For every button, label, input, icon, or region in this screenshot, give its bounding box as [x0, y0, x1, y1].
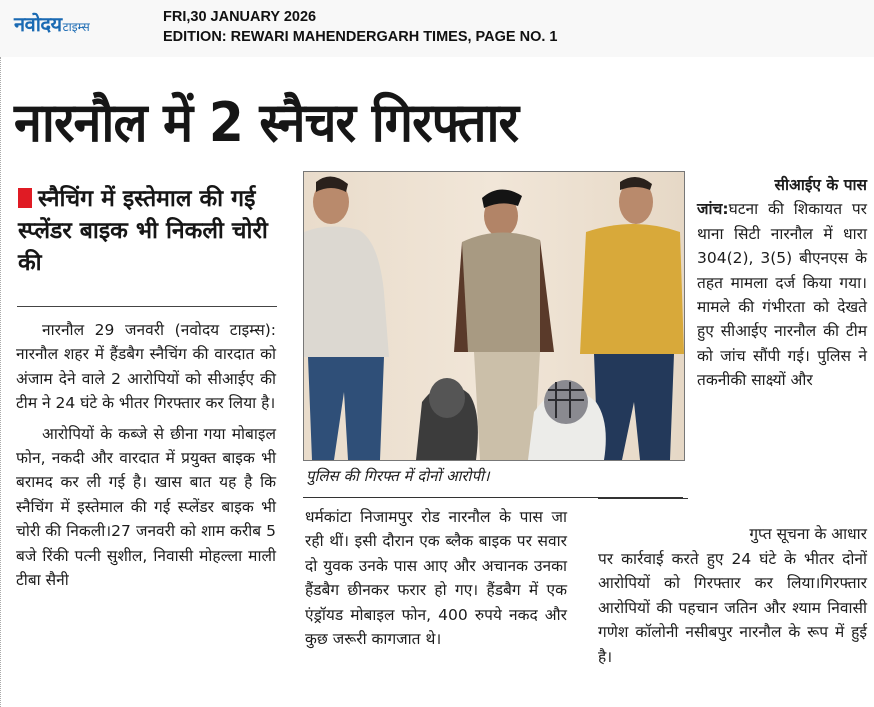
red-square-bullet-icon [18, 188, 32, 208]
paragraph-text: घटना की शिकायत पर थाना सिटी नारनौल में धारा 304(2), 3(5) बीएनएस के तहत मामला दर्ज किया गया। मामले की गंभीरता को देखते हुए सीआईए नारनौल की टीम को जांच सौंपी गई। पुलिस ने तकनीकी साक्ष्यों और [697, 200, 867, 390]
article-column-3-bottom [598, 547, 867, 669]
clipping-cut-edge [0, 57, 3, 707]
divider [17, 306, 277, 307]
article-headline: नारनौल में 2 स्नैचर गिरफ्तार [14, 91, 519, 154]
paragraph: धर्मकांटा निजामपुर रोड नारनौल के पास जा रही थीं। इसी दौरान एक ब्लैक बाइक पर सवार दो युवक उनके पास आए और अचानक उनका हैंडबैग छीनकर फरार हो गए। हैंडबैग में एक एंड्रॉयड मोबाइल फोन, 400 रुपये नकद और कुछ जरूरी कागजात थे। [305, 508, 567, 649]
edition-name: EDITION: REWARI MAHENDERGARH TIMES, PAGE NO. 1 [163, 29, 558, 45]
paragraph: नारनौल 29 जनवरी (नवोदय टाइम्स): नारनौल शहर में हैंडबैग स्नैचिंग की वारदात को अंजाम देने वाले 2 आरोपियों को सीआईए की टीम ने 24 घंटे के भीतर गिरफ्तार कर लिया है। [16, 321, 276, 413]
edition-info [163, 7, 557, 47]
article-column-2 [305, 505, 567, 651]
subheadline-text: स्नैचिंग में इस्तेमाल की गई स्प्लेंडर बाइक भी निकली चोरी की [18, 186, 268, 276]
article-column-1 [16, 318, 276, 592]
article-column-3-continued [697, 498, 867, 546]
paragraph [697, 197, 867, 392]
edition-date: FRI,30 JANUARY 2026 [163, 9, 317, 25]
article-subheadline [18, 183, 278, 279]
logo-main-text: नवोदय [14, 12, 62, 36]
article-column-3 [697, 173, 867, 393]
subsection-heading: सीआईए के पास [774, 176, 867, 194]
logo-sub-text: टाइम्स [62, 20, 90, 34]
article-photo [303, 171, 685, 461]
paragraph: गुप्त सूचना के आधार [749, 525, 867, 543]
newspaper-logo[interactable] [14, 10, 90, 37]
photo-caption: पुलिस की गिरफ्त में दोनों आरोपी। [306, 467, 490, 485]
paragraph: आरोपियों के कब्जे से छीना गया मोबाइल फोन, नकदी और वारदात में प्रयुक्त बाइक भी बरामद कर ली गई है। खास बात यह है कि स्नैचिंग में इस्तेमाल की गई स्प्लेंडर बाइक भी चोरी की निकली।27 जनवरी को शाम करीब 5 बजे रिंकी पत्नी सुशील, निवासी मोहल्ला माली टीबा सैनी [16, 424, 276, 590]
paragraph: पर कार्रवाई करते हुए 24 घंटे के भीतर दोनों आरोपियों को गिरफ्तार कर लिया।गिरफ्तार आरोपियों की पहचान जतिन और श्याम निवासी गणेश कॉलोनी नसीबपुर नारनौल के रूप में हुई है। [598, 550, 867, 666]
epaper-header [0, 0, 874, 57]
subsection-heading-cont: जांच: [697, 200, 729, 219]
photo-police-with-accused [304, 172, 684, 460]
divider [598, 498, 688, 499]
